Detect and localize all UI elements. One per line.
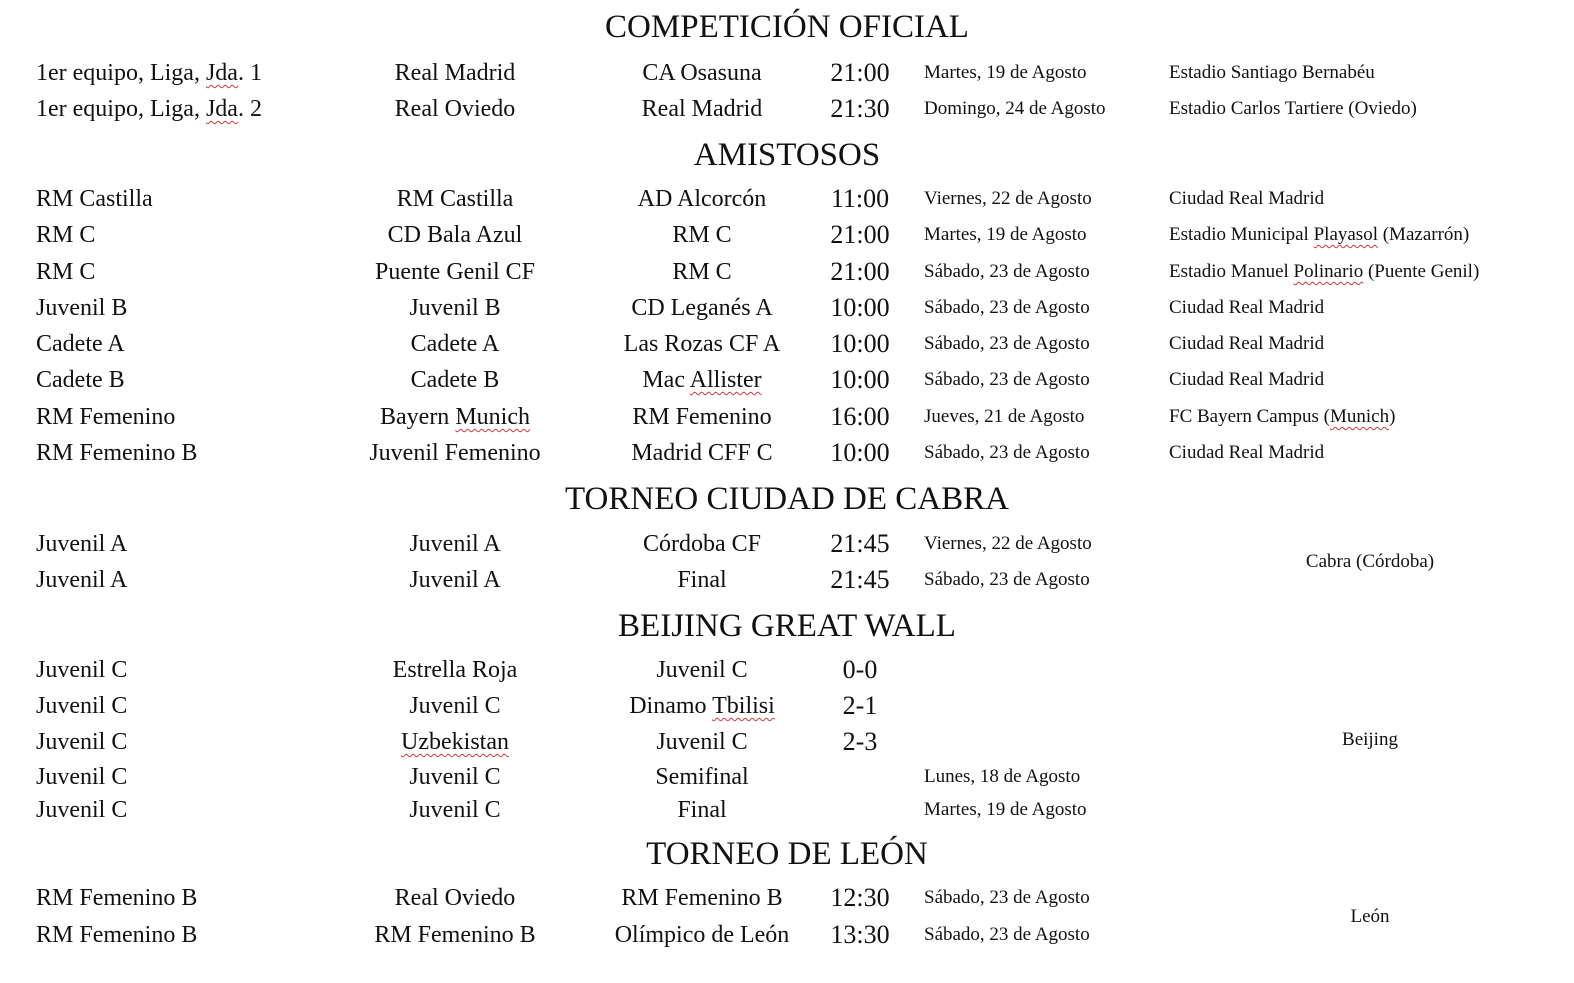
- kickoff-time-cell: 21:00: [830, 220, 890, 249]
- team-cell: RM C: [36, 222, 96, 248]
- match-row: [0, 762, 1574, 792]
- away-team-cell: CA Osasuna: [642, 60, 762, 86]
- venue-cell: Ciudad Real Madrid: [1169, 442, 1325, 463]
- match-row: [0, 795, 1574, 825]
- venue-cell: Estadio Carlos Tartiere (Oviedo): [1169, 98, 1417, 119]
- home-team-cell: Juvenil A: [409, 531, 501, 557]
- kickoff-time-cell: 10:00: [830, 293, 890, 322]
- match-row: [0, 94, 1574, 124]
- team-cell: Juvenil A: [36, 567, 128, 593]
- away-team-cell: Córdoba CF: [642, 531, 761, 557]
- kickoff-time-cell: 21:00: [830, 58, 890, 87]
- venue-cell: Ciudad Real Madrid: [1169, 188, 1325, 209]
- match-row: [0, 58, 1574, 88]
- section-heading-amistosos: AMISTOSOS: [693, 137, 881, 173]
- tournament-venue: León: [1350, 906, 1390, 927]
- match-date-cell: Jueves, 21 de Agosto: [924, 406, 1085, 427]
- match-date-cell: Sábado, 23 de Agosto: [924, 333, 1090, 354]
- team-cell: Cadete A: [36, 331, 125, 357]
- match-date-cell: Sábado, 23 de Agosto: [924, 887, 1090, 908]
- kickoff-time-cell: 10:00: [830, 438, 890, 467]
- kickoff-time-cell: 10:00: [830, 365, 890, 394]
- team-cell: RM Femenino B: [36, 440, 198, 466]
- team-cell: Juvenil C: [36, 693, 128, 719]
- team-cell: Juvenil A: [36, 531, 128, 557]
- home-team-cell: RM Castilla: [396, 186, 514, 212]
- match-row: [0, 293, 1574, 323]
- team-cell: RM Femenino B: [36, 885, 198, 911]
- match-date-cell: Viernes, 22 de Agosto: [924, 188, 1092, 209]
- team-cell: RM C: [36, 259, 96, 285]
- match-date-cell: Sábado, 23 de Agosto: [924, 442, 1090, 463]
- home-team-cell: Cadete A: [410, 331, 500, 357]
- result-cell: 0-0: [842, 655, 878, 684]
- home-team-cell: Uzbekistan: [401, 729, 509, 755]
- match-row: [0, 402, 1574, 432]
- team-cell: RM Femenino B: [36, 922, 198, 948]
- home-team-cell: Bayern Munich: [380, 404, 530, 430]
- tournament-venue: Cabra (Córdoba): [1305, 551, 1435, 572]
- away-team-cell: Final: [677, 797, 727, 823]
- venue-cell: Estadio Santiago Bernabéu: [1169, 62, 1375, 83]
- home-team-cell: Puente Genil CF: [375, 259, 535, 285]
- venue-cell: FC Bayern Campus (Munich): [1169, 406, 1396, 427]
- match-row: [0, 365, 1574, 395]
- result-cell: 2-1: [842, 691, 878, 720]
- home-team-cell: Cadete B: [410, 367, 500, 393]
- match-date-cell: Sábado, 23 de Agosto: [924, 297, 1090, 318]
- away-team-cell: Juvenil C: [656, 657, 748, 683]
- home-team-cell: Real Oviedo: [394, 885, 516, 911]
- home-team-cell: Juvenil A: [409, 567, 501, 593]
- home-team-cell: Juvenil Femenino: [369, 440, 541, 466]
- away-team-cell: Mac Allister: [642, 367, 762, 393]
- venue-cell: Estadio Manuel Polinario (Puente Genil): [1169, 261, 1480, 282]
- away-team-cell: Las Rozas CF A: [623, 331, 781, 357]
- venue-cell: Ciudad Real Madrid: [1169, 333, 1325, 354]
- team-cell: Juvenil B: [36, 295, 128, 321]
- team-cell: 1er equipo, Liga, Jda. 2: [36, 96, 262, 122]
- home-team-cell: RM Femenino B: [374, 922, 536, 948]
- kickoff-time-cell: 21:45: [830, 565, 890, 594]
- match-date-cell: Viernes, 22 de Agosto: [924, 533, 1092, 554]
- home-team-cell: Juvenil C: [409, 764, 501, 790]
- away-team-cell: Olímpico de León: [614, 922, 790, 948]
- away-team-cell: CD Leganés A: [631, 295, 773, 321]
- away-team-cell: AD Alcorcón: [637, 186, 767, 212]
- match-date-cell: Lunes, 18 de Agosto: [924, 766, 1081, 787]
- team-cell: RM Femenino: [36, 404, 176, 430]
- match-date-cell: Sábado, 23 de Agosto: [924, 261, 1090, 282]
- away-team-cell: RM Femenino: [632, 404, 772, 430]
- match-date-cell: Domingo, 24 de Agosto: [924, 98, 1106, 119]
- section-heading-beijing-great-wall: BEIJING GREAT WALL: [618, 608, 956, 644]
- away-team-cell: Semifinal: [655, 764, 749, 790]
- match-date-cell: Sábado, 23 de Agosto: [924, 369, 1090, 390]
- team-cell: RM Castilla: [36, 186, 153, 212]
- home-team-cell: Juvenil C: [409, 693, 501, 719]
- home-team-cell: Real Oviedo: [394, 96, 516, 122]
- section-heading-competicion-oficial: COMPETICIÓN OFICIAL: [605, 9, 969, 45]
- away-team-cell: Dinamo Tbilisi: [629, 693, 775, 719]
- kickoff-time-cell: 10:00: [830, 329, 890, 358]
- kickoff-time-cell: 12:30: [830, 883, 890, 912]
- home-team-cell: Juvenil B: [409, 295, 501, 321]
- match-date-cell: Sábado, 23 de Agosto: [924, 924, 1090, 945]
- kickoff-time-cell: 13:30: [830, 920, 890, 949]
- away-team-cell: Real Madrid: [641, 96, 763, 122]
- home-team-cell: Juvenil C: [409, 797, 501, 823]
- away-team-cell: RM C: [672, 222, 732, 248]
- match-row: [0, 257, 1574, 287]
- match-date-cell: Martes, 19 de Agosto: [924, 224, 1087, 245]
- kickoff-time-cell: 21:00: [830, 257, 890, 286]
- home-team-cell: Real Madrid: [394, 60, 516, 86]
- team-cell: 1er equipo, Liga, Jda. 1: [36, 60, 262, 86]
- venue-cell: Ciudad Real Madrid: [1169, 369, 1325, 390]
- section-heading-torneo-leon: TORNEO DE LEÓN: [646, 836, 928, 872]
- match-date-cell: Martes, 19 de Agosto: [924, 799, 1087, 820]
- kickoff-time-cell: 21:30: [830, 94, 890, 123]
- team-cell: Juvenil C: [36, 764, 128, 790]
- team-cell: Cadete B: [36, 367, 125, 393]
- venue-cell: Estadio Municipal Playasol (Mazarrón): [1169, 224, 1470, 245]
- match-row: [0, 329, 1574, 359]
- match-row: [0, 438, 1574, 468]
- result-cell: 2-3: [842, 727, 878, 756]
- section-heading-torneo-cabra: TORNEO CIUDAD DE CABRA: [565, 481, 1009, 517]
- home-team-cell: CD Bala Azul: [387, 222, 523, 248]
- match-row: [0, 691, 1574, 721]
- team-cell: Juvenil C: [36, 657, 128, 683]
- away-team-cell: RM Femenino B: [621, 885, 783, 911]
- away-team-cell: Final: [677, 567, 727, 593]
- team-cell: Juvenil C: [36, 729, 128, 755]
- kickoff-time-cell: 11:00: [830, 184, 890, 213]
- match-date-cell: Martes, 19 de Agosto: [924, 62, 1087, 83]
- match-row: [0, 220, 1574, 250]
- kickoff-time-cell: 16:00: [830, 402, 890, 431]
- away-team-cell: Madrid CFF C: [631, 440, 773, 466]
- away-team-cell: Juvenil C: [656, 729, 748, 755]
- team-cell: Juvenil C: [36, 797, 128, 823]
- tournament-venue: Beijing: [1342, 729, 1398, 750]
- away-team-cell: RM C: [672, 259, 732, 285]
- match-date-cell: Sábado, 23 de Agosto: [924, 569, 1090, 590]
- kickoff-time-cell: 21:45: [830, 529, 890, 558]
- match-row: [0, 184, 1574, 214]
- match-row: [0, 655, 1574, 685]
- venue-cell: Ciudad Real Madrid: [1169, 297, 1325, 318]
- home-team-cell: Estrella Roja: [392, 657, 518, 683]
